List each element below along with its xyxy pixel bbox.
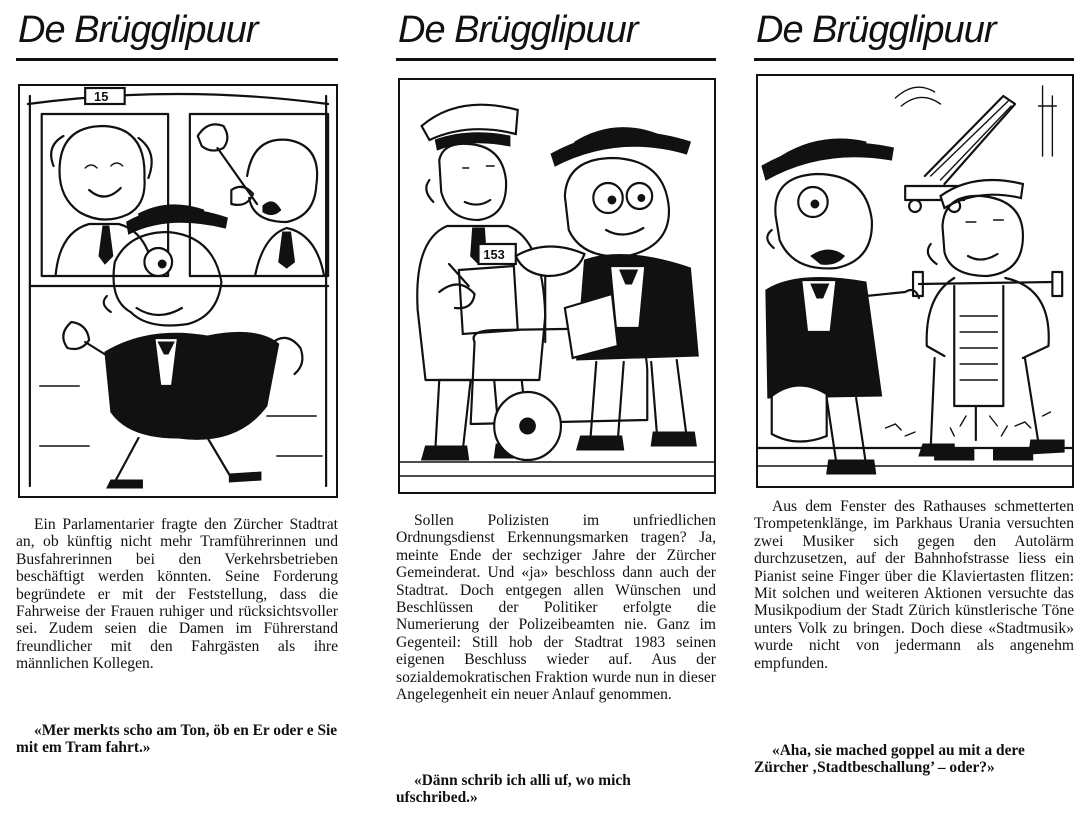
cartoon-panel-tram <box>18 84 338 498</box>
police-drawing <box>400 80 714 492</box>
tram-drawing <box>20 86 336 496</box>
cartoon-strip-construction <box>754 0 1074 816</box>
strip-caption: Ein Parlamentarier fragte den Zürcher Stadtrat an, ob künftig nicht mehr Tramführerinnen und Busfahrerinnen bei den Verkehrsbetrieben beschäftigt werden könnten. Seine Forderung begründete er mit der Feststellung, dass die Fahrweise der Frauen ruhiger und rücksichtsvoller sei. Zudem seien die Damen im Führerstand freundlicher mit den Fahrgästen als ihre männlichen Kollegen. <box>16 516 338 673</box>
strip-title: De Brügglipuur <box>398 9 638 51</box>
title-rule <box>396 58 716 61</box>
strip-quote: «Dänn schrib ich alli uf, wo mich ufschribed.» <box>396 772 631 807</box>
strip-caption: Aus dem Fenster des Rathauses schmetterten Trompetenklänge, im Parkhaus Urania versuchten zwei Musiker sich gegen den Autolärm durchzusetzen, auf der Bahnhofstrasse liess ein Pianist seine Finger über die Klaviertasten flitzen: Mit solchen und weiteren Aktionen versuchte das Musikpodium der Stadt Zürich künstlerische Töne unters Volk zu bringen. Doch diese «Stadtmusik» wurde nicht von jedermann als angenehm empfunden. <box>754 498 1074 672</box>
cartoon-panel-police <box>398 78 716 494</box>
strip-title: De Brügglipuur <box>18 9 258 51</box>
strip-quote: «Aha, sie mached goppel au mit a dere Zürcher ‚Stadtbeschallung’ – oder?» <box>754 742 1025 777</box>
title-rule <box>16 58 338 61</box>
strip-quote: «Mer merkts scho am Ton, öb en Er oder e Sie mit em Tram fahrt.» <box>16 722 338 757</box>
title-rule <box>754 58 1074 61</box>
construction-drawing <box>758 76 1072 486</box>
police-badge-number: 153 <box>483 246 505 263</box>
strip-title: De Brügglipuur <box>756 9 996 51</box>
cartoon-strip-police <box>396 0 716 816</box>
cartoon-panel-construction <box>756 74 1074 488</box>
cartoon-strip-tram <box>16 0 338 816</box>
strip-caption: Sollen Polizisten im unfriedlichen Ordnungsdienst Erkennungsmarken tragen? Ja, meinte Ende der sechziger Jahre der Zürcher Gemeinderat. Und «ja» beschloss dann auch der Stadtrat. Doch entgegen allen Wünschen und Beschlüssen der Politiker erfolgte die Numerierung der Polizeibeamten nie. Ganz im Gegenteil: Still hob der Stadtrat 1983 seinen eigenen Beschluss wieder auf. Aus der sozialdemokratischen Fraktion wurde nun in dieser Angelegenheit ein neuer Anlauf genommen. <box>396 512 716 704</box>
tram-number: 15 <box>94 88 109 105</box>
